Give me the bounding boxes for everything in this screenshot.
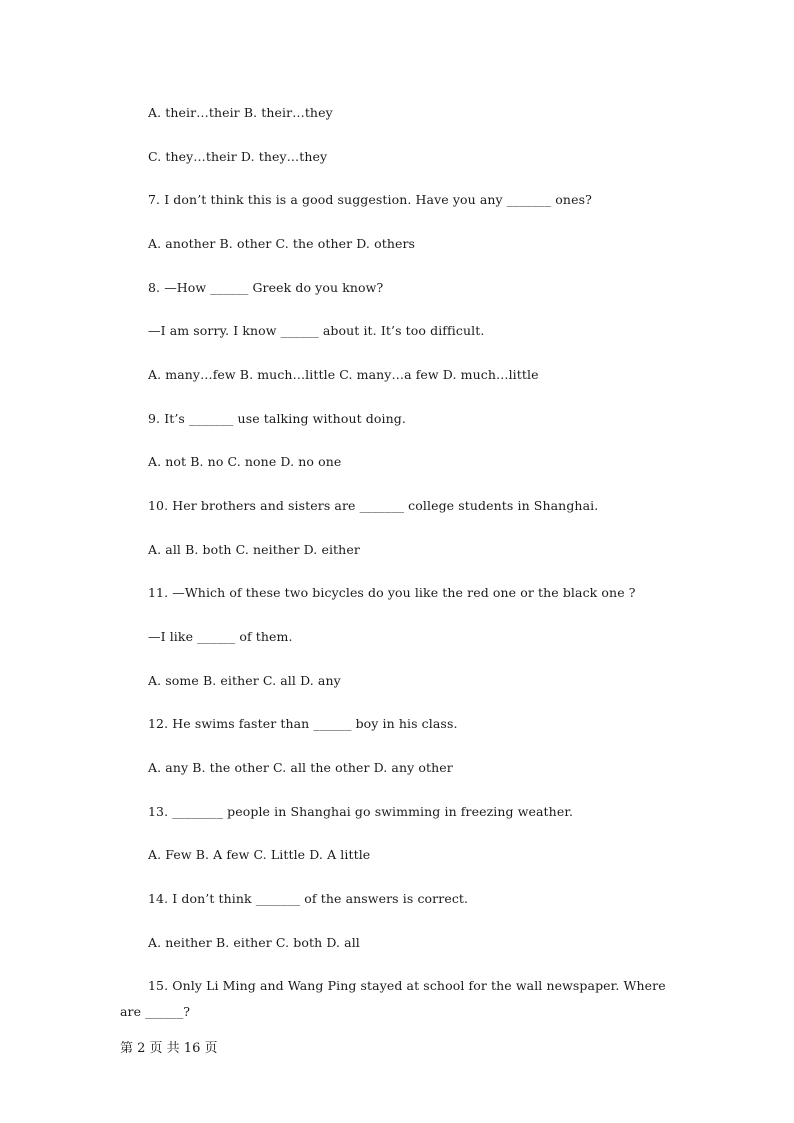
q8-question: 8. —How ______ Greek do you know? (148, 280, 384, 295)
q12-options: A. any B. the other C. all the other D. any other (148, 760, 453, 775)
q14-question: 14. I don’t think _______ of the answers is correct. (148, 891, 469, 906)
q7-question: 7. I don’t think this is a good suggestion. Have you any _______ ones? (148, 192, 592, 207)
page-footer: 第 2 页 共 16 页 (120, 1041, 218, 1056)
q11-response: —I like ______ of them. (148, 629, 293, 644)
q8-options: A. many…few B. much…little C. many…a few D. much…little (148, 367, 539, 382)
q6-options-cd: C. they…their D. they…they (148, 149, 328, 164)
q7-options: A. another B. other C. the other D. others (148, 236, 416, 251)
q14-options: A. neither B. either C. both D. all (148, 935, 360, 950)
q9-question: 9. It’s _______ use talking without doing. (148, 411, 406, 426)
q11-options: A. some B. either C. all D. any (148, 673, 341, 688)
q11-question: 11. —Which of these two bicycles do you like the red one or the black one ? (148, 585, 636, 600)
q12-question: 12. He swims faster than ______ boy in his class. (148, 716, 458, 731)
q6-options-ab: A. their…their B. their…they (148, 105, 333, 120)
q13-question: 13. ________ people in Shanghai go swimming in freezing weather. (148, 804, 574, 819)
q9-options: A. not B. no C. none D. no one (148, 454, 342, 469)
q8-response: —I am sorry. I know ______ about it. It’s too difficult. (148, 323, 485, 338)
q13-options: A. Few B. A few C. Little D. A little (148, 847, 371, 862)
q10-question: 10. Her brothers and sisters are _______ college students in Shanghai. (148, 498, 599, 513)
q10-options: A. all B. both C. neither D. either (148, 542, 360, 557)
q15-question: 15. Only Li Ming and Wang Ping stayed at school for the wall newspaper. Where are ______? (120, 978, 666, 1019)
